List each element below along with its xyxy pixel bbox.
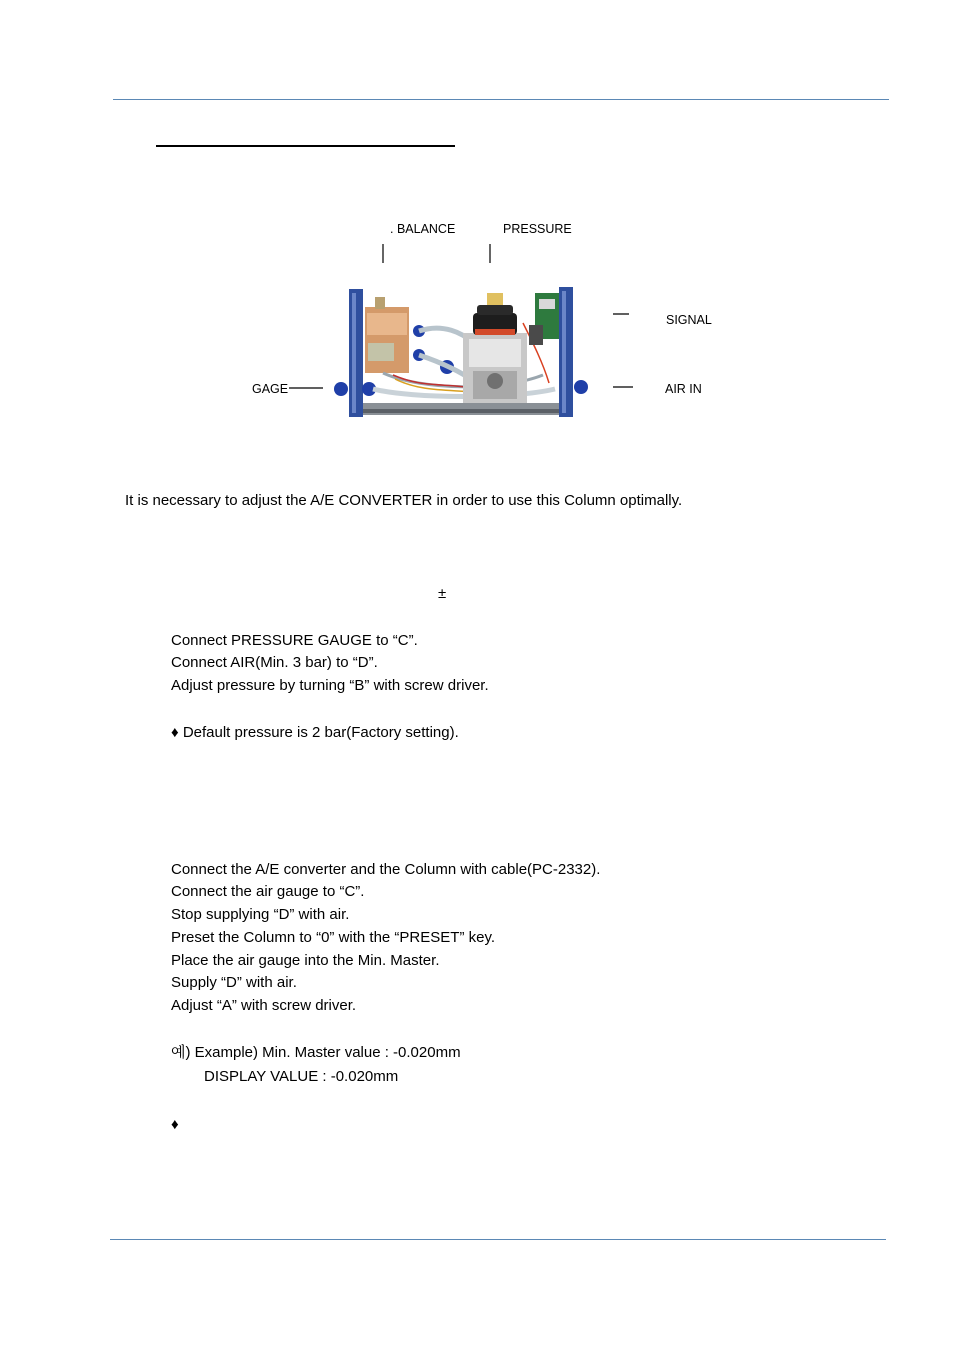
- label-air-in: AIR IN: [665, 382, 702, 396]
- ae-converter-photo: [323, 263, 613, 440]
- balance-step-2: Connect the air gauge to “C”.: [171, 883, 365, 900]
- label-gage: GAGE: [252, 382, 289, 396]
- balance-step-3: Stop supplying “D” with air.: [171, 906, 350, 923]
- footer-rule: [110, 1239, 886, 1240]
- default-pressure-note: ♦ Default pressure is 2 bar(Factory setting).: [171, 724, 459, 741]
- label-balance: . BALANCE: [390, 222, 456, 236]
- label-pressure: PRESSURE: [503, 222, 572, 236]
- intro-text: It is necessary to adjust the A/E CONVERTER in order to use this Column optimally.: [125, 492, 683, 509]
- section-title-underline: [156, 145, 455, 147]
- label-signal: SIGNAL: [666, 313, 712, 327]
- balance-step-4: Preset the Column to “0” with the “PRESET” key.: [171, 929, 496, 946]
- bullet-diamond: ♦: [171, 1116, 179, 1133]
- plus-minus-symbol: ±: [438, 585, 447, 602]
- balance-step-1: Connect the A/E converter and the Column with cable(PC-2332).: [171, 861, 601, 878]
- pressure-step-3: Adjust pressure by turning “B” with screw driver.: [171, 677, 489, 694]
- header-rule: [113, 99, 889, 100]
- pressure-step-1: Connect PRESSURE GAUGE to “C”.: [171, 632, 418, 649]
- pressure-step-2: Connect AIR(Min. 3 bar) to “D”.: [171, 654, 378, 671]
- balance-step-6: Supply “D” with air.: [171, 974, 297, 991]
- example-line-1: 예) Example) Min. Master value : -0.020mm: [171, 1044, 461, 1061]
- example-line-2: DISPLAY VALUE : -0.020mm: [204, 1068, 399, 1085]
- balance-step-5: Place the air gauge into the Min. Master.: [171, 952, 440, 969]
- balance-step-7: Adjust “A” with screw driver.: [171, 997, 357, 1014]
